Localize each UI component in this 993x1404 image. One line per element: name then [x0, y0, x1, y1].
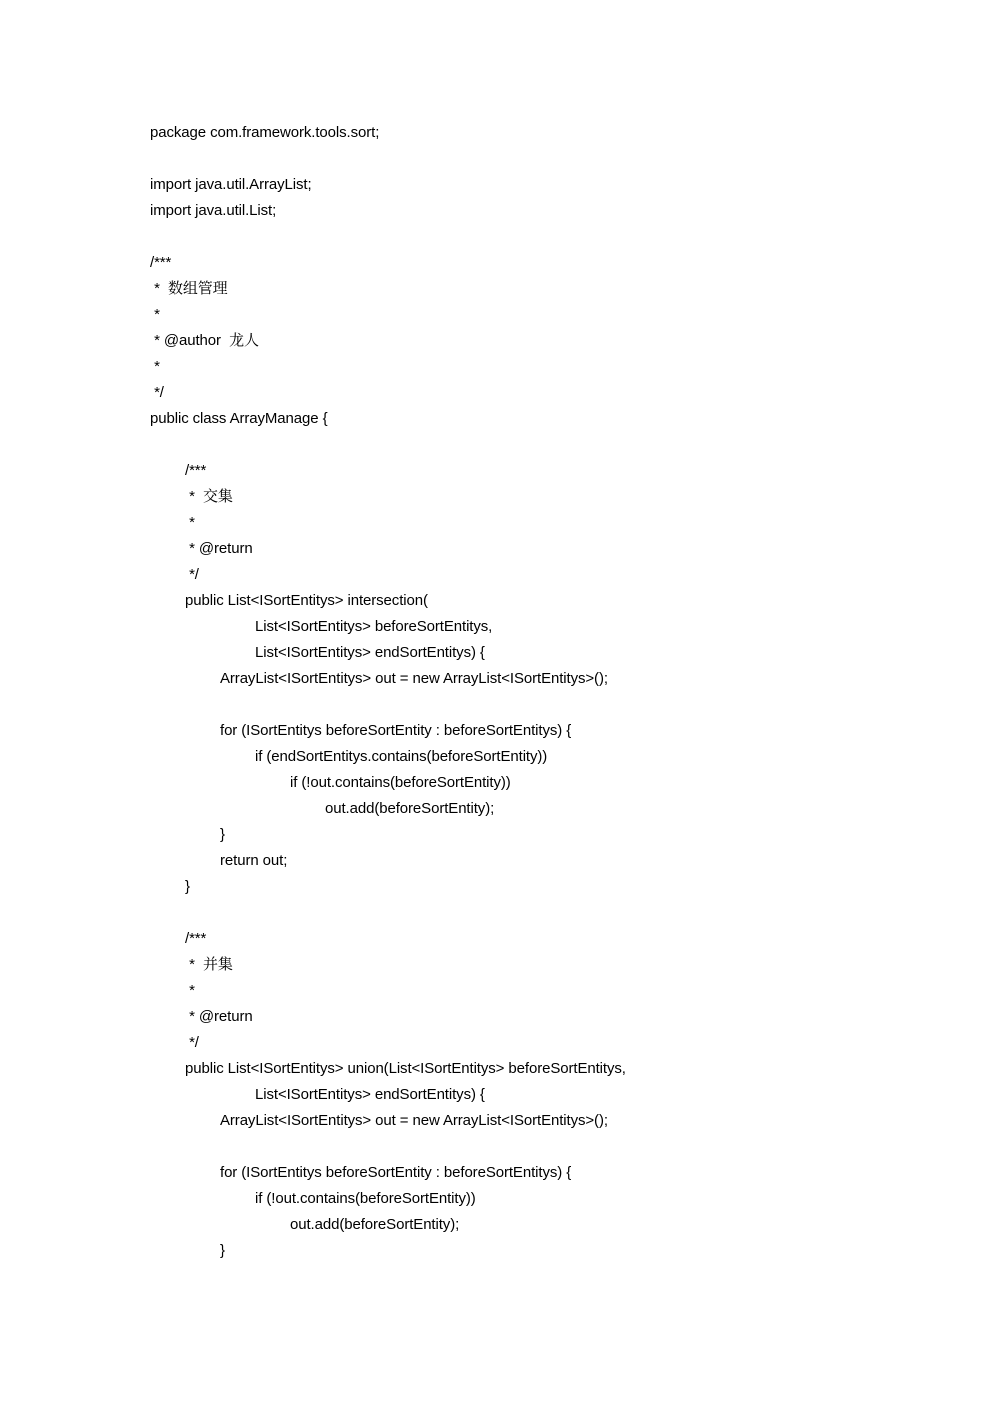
code-line: /***: [185, 462, 207, 479]
code-line: ArrayList<ISortEntitys> out = new ArrayList<ISortEntitys>();: [220, 670, 608, 687]
code-line: if (!out.contains(beforeSortEntity)): [255, 1190, 476, 1207]
code-line: * 并集: [185, 956, 233, 973]
code-line: if (!out.contains(beforeSortEntity)): [290, 774, 511, 791]
code-line: * 交集: [185, 488, 233, 505]
code-line: }: [185, 878, 190, 895]
code-line: *: [150, 358, 160, 375]
code-line: import java.util.List;: [150, 202, 277, 219]
code-line: for (ISortEntitys beforeSortEntity : beforeSortEntitys) {: [220, 722, 572, 739]
code-line: if (endSortEntitys.contains(beforeSortEntity)): [255, 748, 548, 765]
code-line: */: [150, 384, 164, 401]
code-line: *: [150, 306, 160, 323]
code-line: *: [185, 514, 195, 531]
code-line: return out;: [220, 852, 288, 869]
code-line: ArrayList<ISortEntitys> out = new ArrayList<ISortEntitys>();: [220, 1112, 608, 1129]
code-line: *: [185, 982, 195, 999]
code-line: /***: [150, 254, 172, 271]
code-line: * 数组管理: [150, 280, 228, 297]
code-line: */: [185, 566, 199, 583]
code-line: /***: [185, 930, 207, 947]
code-line: out.add(beforeSortEntity);: [290, 1216, 460, 1233]
code-line: public List<ISortEntitys> union(List<ISortEntitys> beforeSortEntitys,: [185, 1060, 626, 1077]
code-line: package com.framework.tools.sort;: [150, 124, 380, 141]
code-line: List<ISortEntitys> endSortEntitys) {: [255, 1086, 485, 1103]
code-line: * @return: [185, 1008, 253, 1025]
code-line: */: [185, 1034, 199, 1051]
code-line: * @author 龙人: [150, 332, 259, 349]
code-line: }: [220, 826, 225, 843]
code-line: for (ISortEntitys beforeSortEntity : beforeSortEntitys) {: [220, 1164, 572, 1181]
code-line: * @return: [185, 540, 253, 557]
code-line: out.add(beforeSortEntity);: [325, 800, 495, 817]
code-line: }: [220, 1242, 225, 1259]
code-line: public class ArrayManage {: [150, 410, 328, 427]
code-line: List<ISortEntitys> endSortEntitys) {: [255, 644, 485, 661]
code-line: List<ISortEntitys> beforeSortEntitys,: [255, 618, 493, 635]
code-line: import java.util.ArrayList;: [150, 176, 312, 193]
code-line: public List<ISortEntitys> intersection(: [185, 592, 428, 609]
